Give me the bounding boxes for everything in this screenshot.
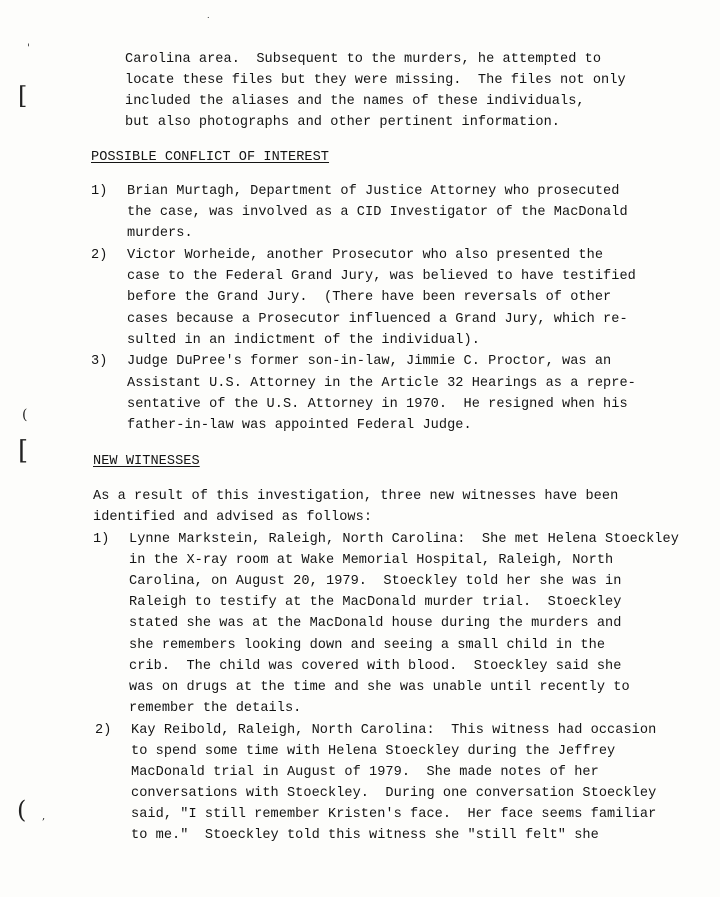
witnesses-intro-line-2: identified and advised as follows: [93, 510, 373, 525]
witness-item-1-line-8: was on drugs at the time and she was unable until recently to [129, 680, 630, 695]
conflict-item-3-line-2: Assistant U.S. Attorney in the Article 32 Hearings as a repre- [127, 376, 636, 391]
conflict-item-1-line-2: the case, was involved as a CID Investigator of the MacDonald [127, 205, 628, 220]
witness-item-1-line-4: Raleigh to testify at the MacDonald murder trial. Stoeckley [129, 595, 622, 610]
margin-dot-mark: , [42, 811, 46, 822]
conflict-item-2-line-2: case to the Federal Grand Jury, was believed to have testified [127, 269, 636, 284]
witness-item-2-line-6: to me." Stoeckley told this witness she "still felt" she [131, 828, 599, 843]
witness-item-1-line-3: Carolina, on August 20, 1979. Stoeckley told her she was in [129, 574, 622, 589]
margin-bracket-mark: [ [18, 436, 29, 466]
witness-item-2-line-5: said, "I still remember Kristen's face. Her face seems familiar [131, 807, 657, 822]
conflict-item-1-line-3: murders. [127, 226, 193, 241]
conflict-item-1-line-1: Brian Murtagh, Department of Justice Attorney who prosecuted [127, 184, 620, 199]
margin-bracket-mark: [ [18, 82, 28, 110]
witness-item-1-line-1: Lynne Markstein, Raleigh, North Carolina: She met Helena Stoeckley [129, 532, 679, 547]
witness-item-1-line-6: she remembers looking down and seeing a small child in the [129, 638, 606, 653]
margin-curve-mark: ( [17, 796, 27, 824]
conflict-item-3-line-3: sentative of the U.S. Attorney in 1970. He resigned when his [127, 397, 628, 412]
margin-dot-mark: . [207, 11, 210, 20]
conflict-item-2-line-5: sulted in an indictment of the individual). [127, 333, 480, 348]
witness-item-2-line-4: conversations with Stoeckley. During one conversation Stoeckley [131, 786, 657, 801]
witness-item-1-line-2: in the X-ray room at Wake Memorial Hospital, Raleigh, North [129, 553, 614, 568]
conflict-item-2-line-1: Victor Worheide, another Prosecutor who also presented the [127, 248, 604, 263]
section-heading-conflict: POSSIBLE CONFLICT OF INTEREST [91, 150, 330, 165]
section-heading-witnesses: NEW WITNESSES [93, 454, 200, 469]
intro-line-4: but also photographs and other pertinent information. [125, 115, 561, 130]
witness-item-2-line-2: to spend some time with Helena Stoeckley during the Jeffrey [131, 744, 616, 759]
witness-item-2-line-3: MacDonald trial in August of 1979. She made notes of her [131, 765, 599, 780]
witness-item-1-number: 1) [93, 532, 110, 547]
witness-item-1-line-9: remember the details. [129, 701, 302, 716]
conflict-item-1-number: 1) [91, 184, 108, 199]
witness-item-1-line-5: stated she was at the MacDonald house during the murders and [129, 616, 622, 631]
conflict-item-2-line-3: before the Grand Jury. (There have been reversals of other [127, 290, 612, 305]
witness-item-2-line-1: Kay Reibold, Raleigh, North Carolina: This witness had occasion [131, 723, 657, 738]
witnesses-intro-line-1: As a result of this investigation, three new witnesses have been [93, 489, 619, 504]
conflict-item-2-line-4: cases because a Prosecutor influenced a Grand Jury, which re- [127, 312, 628, 327]
conflict-item-3-number: 3) [91, 354, 108, 369]
intro-line-2: locate these files but they were missing. The files not only [125, 73, 626, 88]
margin-paren-mark: ( [22, 407, 28, 423]
conflict-item-2-number: 2) [91, 248, 108, 263]
witness-item-2-number: 2) [95, 723, 112, 738]
intro-line-3: included the aliases and the names of these individuals, [125, 94, 585, 109]
margin-dot-mark: ' [27, 43, 30, 54]
witness-item-1-line-7: crib. The child was covered with blood. Stoeckley said she [129, 659, 622, 674]
conflict-item-3-line-1: Judge DuPree's former son-in-law, Jimmie C. Proctor, was an [127, 354, 612, 369]
conflict-item-3-line-4: father-in-law was appointed Federal Judge. [127, 418, 472, 433]
intro-line-1: Carolina area. Subsequent to the murders, he attempted to [125, 52, 602, 67]
